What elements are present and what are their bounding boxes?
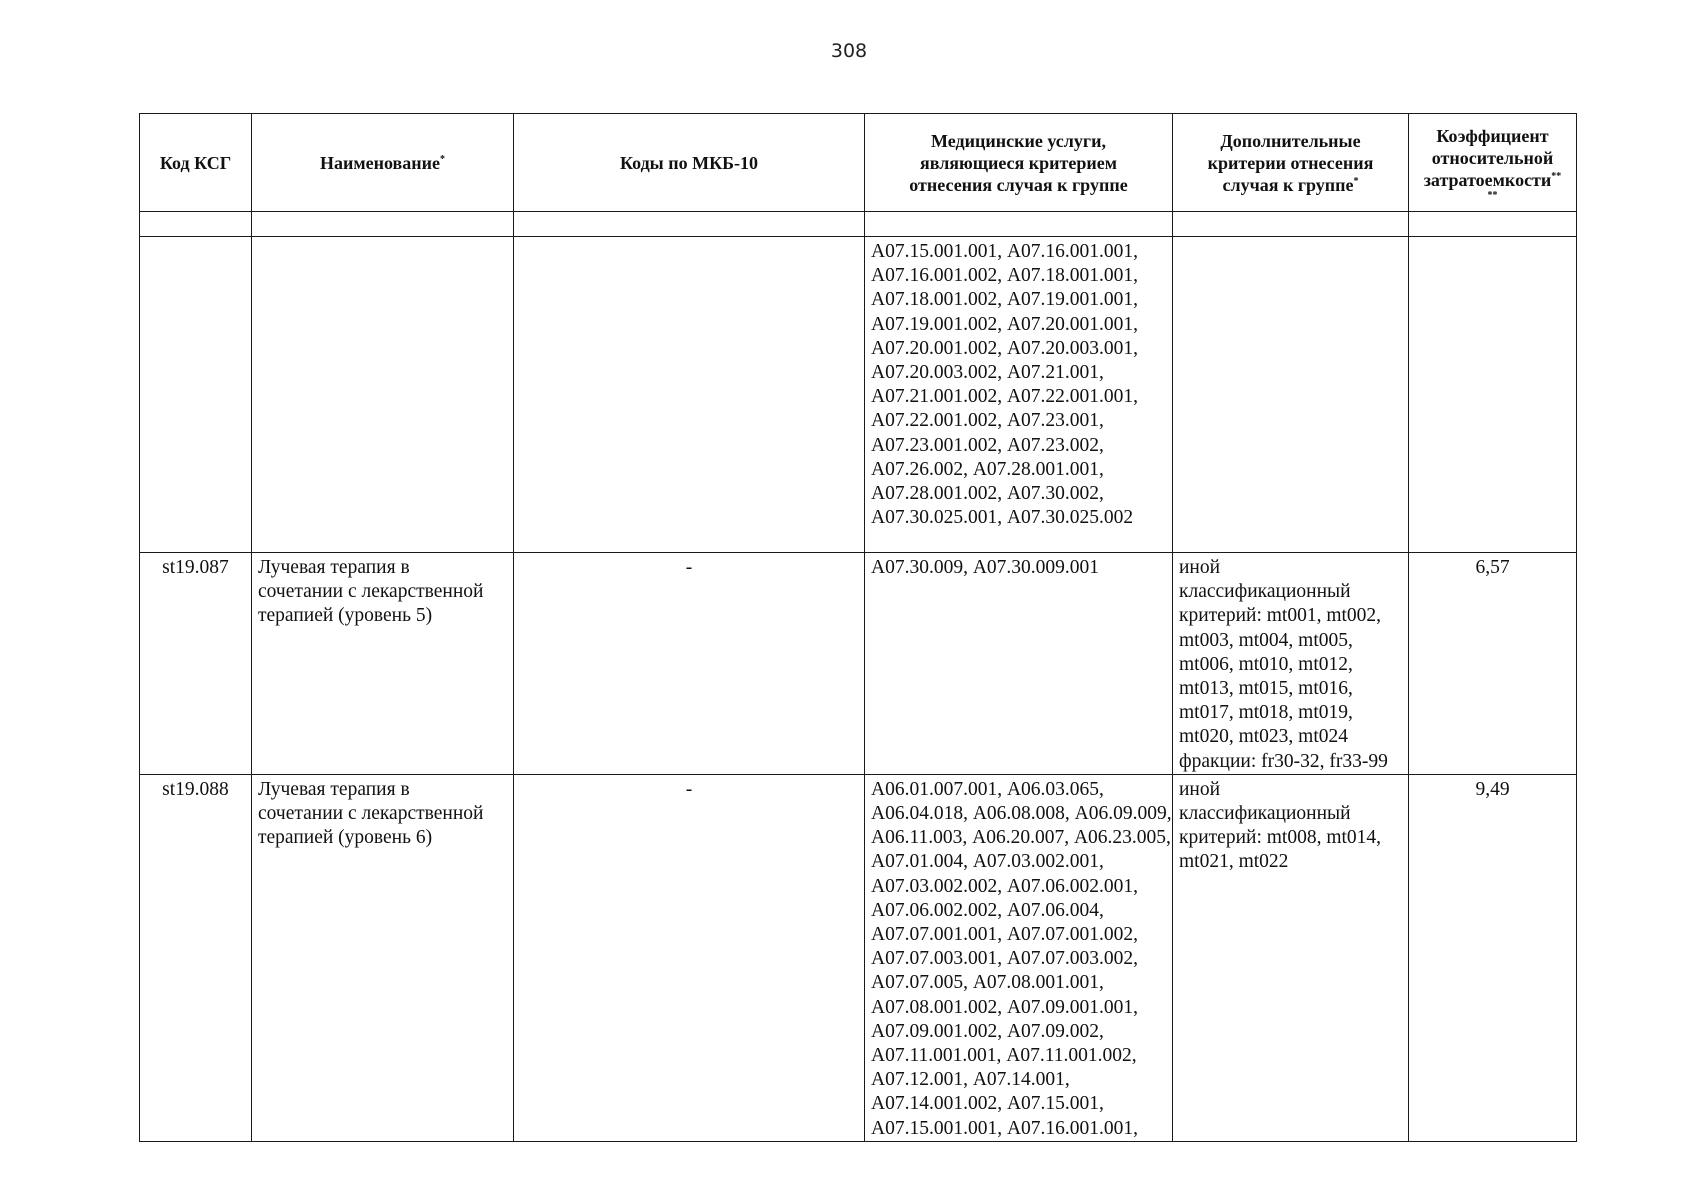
table-row bbox=[140, 553, 1577, 775]
cell-extra-criteria: иной классификационный критерий: mt001, mt002, mt003, mt004, mt005, mt006, mt010, mt012, mt013, mt015, mt016, mt017, mt018, mt019, mt020, mt023, mt024 фракции: fr30-32, fr33-99 bbox=[1173, 553, 1409, 775]
spacer-cell bbox=[514, 212, 865, 237]
header-extra-footnote-mark: * bbox=[1353, 175, 1359, 187]
spacer-cell bbox=[140, 212, 252, 237]
cell-code: st19.088 bbox=[140, 774, 252, 1141]
header-extra-criteria: Дополнительные критерии отнесения случая к группе* bbox=[1173, 114, 1409, 212]
header-name-footnote-mark: * bbox=[440, 153, 445, 165]
table-spacer-row bbox=[140, 212, 1577, 237]
cell-services: А07.30.009, А07.30.009.001 bbox=[865, 553, 1173, 775]
cell-extra-criteria bbox=[1173, 237, 1409, 553]
spacer-cell bbox=[252, 212, 514, 237]
page-number: 308 bbox=[830, 40, 868, 62]
cell-services: А07.15.001.001, А07.16.001.001, А07.16.001.002, А07.18.001.001, А07.18.001.002, А07.19.001.001, А07.19.001.002, А07.20.001.001, А07.20.001.002, А07.20.003.001, А07.20.003.002, А07.21.001, А07.21.001.002, А07.22.001.001, А07.22.001.002, А07.23.001, А07.23.001.002, А07.23.002, А07.26.002, А07.28.001.001, А07.28.001.002, А07.30.002, А07.30.025.001, А07.30.025.002 bbox=[865, 237, 1173, 553]
cell-coefficient: 6,57 bbox=[1409, 553, 1577, 775]
table-header-row bbox=[140, 114, 1577, 212]
cell-mkb bbox=[514, 237, 865, 553]
cell-services: А06.01.007.001, А06.03.065, А06.04.018, А06.08.008, А06.09.009, А06.11.003, А06.20.007, А06.23.005, А07.01.004, А07.03.002.001, А07.03.002.002, А07.06.002.001, А07.06.002.002, А07.06.004, А07.07.001.001, А07.07.001.002, А07.07.003.001, А07.07.003.002, А07.07.005, А07.08.001.001, А07.08.001.002, А07.09.001.001, А07.09.001.002, А07.09.002, А07.11.001.001, А07.11.001.002, А07.12.001, А07.14.001, А07.14.001.002, А07.15.001, А07.15.001.001, А07.16.001.001, bbox=[865, 774, 1173, 1141]
cell-mkb: - bbox=[514, 774, 865, 1141]
cell-name: Лучевая терапия в сочетании с лекарственной терапией (уровень 6) bbox=[252, 774, 514, 1141]
header-coefficient: Коэффициент относительной затратоемкости** ** bbox=[1409, 114, 1577, 212]
cell-coefficient: 9,49 bbox=[1409, 774, 1577, 1141]
cell-extra-criteria: иной классификационный критерий: mt008, mt014, mt021, mt022 bbox=[1173, 774, 1409, 1141]
header-services: Медицинские услуги, являющиеся критерием отнесения случая к группе bbox=[865, 114, 1173, 212]
cell-mkb: - bbox=[514, 553, 865, 775]
spacer-cell bbox=[1173, 212, 1409, 237]
cell-coefficient bbox=[1409, 237, 1577, 553]
cell-name: Лучевая терапия в сочетании с лекарственной терапией (уровень 5) bbox=[252, 553, 514, 775]
header-coef-footnote-mark: ** bbox=[1551, 170, 1562, 182]
cell-code bbox=[140, 237, 252, 553]
table-row bbox=[140, 774, 1577, 1141]
table-row-continuation bbox=[140, 237, 1577, 553]
header-code: Код КСГ bbox=[140, 114, 252, 212]
cell-code: st19.087 bbox=[140, 553, 252, 775]
header-mkb: Коды по МКБ-10 bbox=[514, 114, 865, 212]
spacer-cell bbox=[1409, 212, 1577, 237]
header-name: Наименование* bbox=[252, 114, 514, 212]
ksg-table bbox=[139, 113, 1577, 1142]
header-coef-footnote-mark-2: ** bbox=[1487, 189, 1498, 201]
cell-name bbox=[252, 237, 514, 553]
spacer-cell bbox=[865, 212, 1173, 237]
